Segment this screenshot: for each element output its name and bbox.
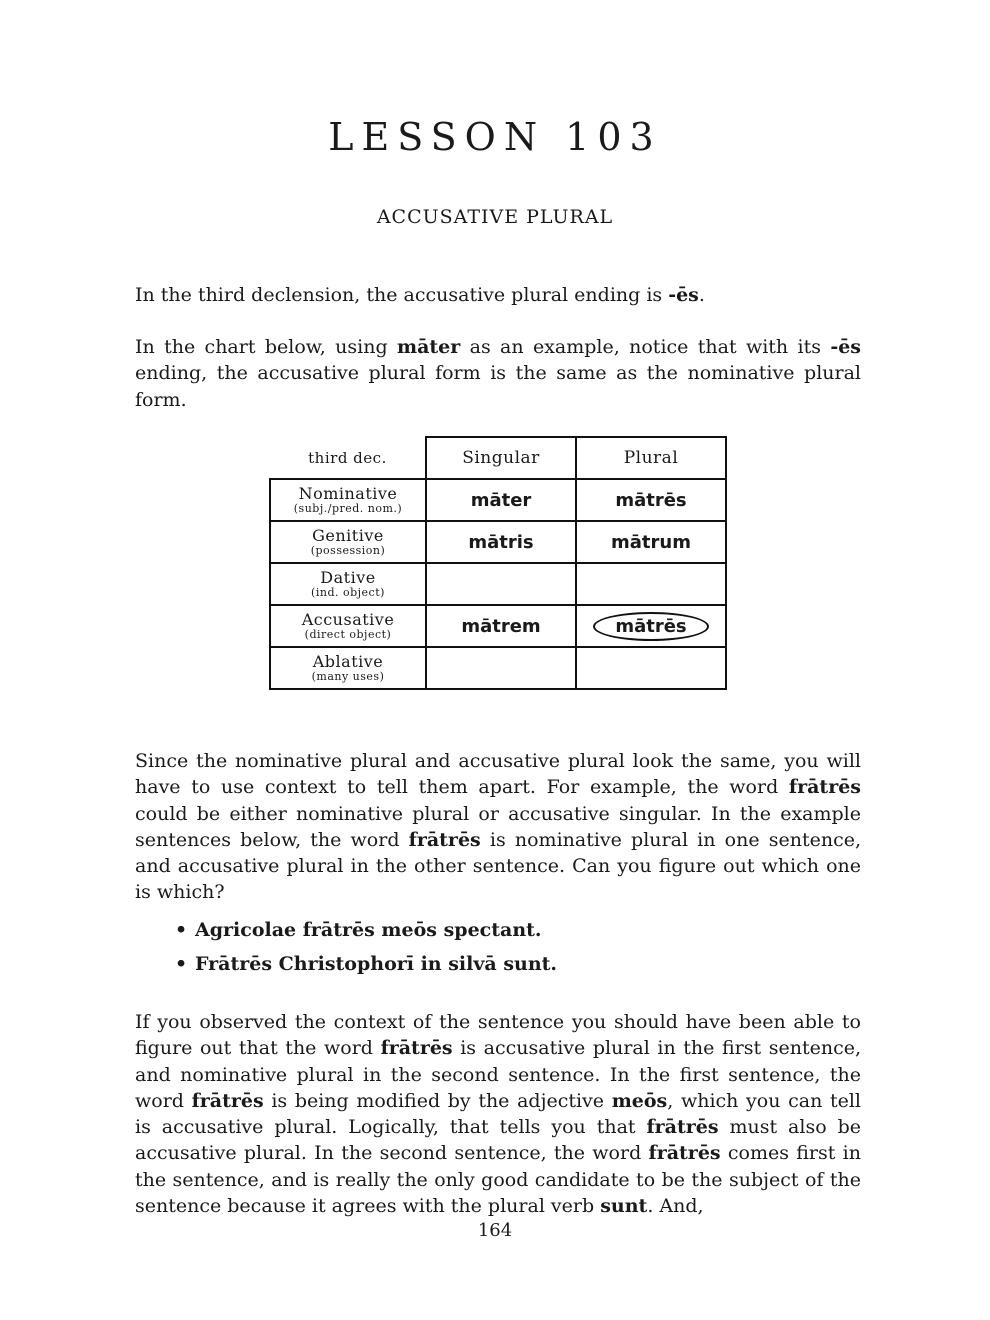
case-name: Ablative bbox=[312, 652, 384, 671]
text-run: , which you can tell is accusative plural. Logically, that tells you that bbox=[135, 1089, 861, 1139]
case-note: (ind. object) bbox=[311, 586, 385, 599]
case-name: Dative bbox=[320, 568, 376, 587]
singular-cell bbox=[426, 647, 576, 689]
text-run: If you observed the context of the sentence you should have been able to figure out that the word bbox=[135, 1011, 861, 1060]
text-run: . And, bbox=[647, 1195, 704, 1218]
table-row-dative bbox=[270, 563, 726, 605]
text-run: Since the nominative plural and accusative plural look the same, you will have to use context to tell them apart. For example, the word bbox=[135, 750, 861, 799]
plural-cell bbox=[576, 479, 726, 521]
page-number: 164 bbox=[477, 1220, 513, 1241]
bold-term: meōs bbox=[611, 1089, 668, 1112]
case-cell bbox=[270, 605, 426, 647]
bold-term: frātrēs bbox=[648, 1142, 721, 1165]
intro-paragraph-1 bbox=[135, 282, 861, 308]
text-run: is being modified by the adjective bbox=[263, 1089, 612, 1112]
bold-term: -ēs bbox=[668, 284, 699, 306]
plural-cell bbox=[576, 563, 726, 605]
bold-term: frātrēs bbox=[191, 1089, 264, 1112]
plural-cell bbox=[576, 647, 726, 689]
table-row-genitive bbox=[270, 521, 726, 563]
section-title: ACCUSATIVE PLURAL bbox=[376, 206, 614, 228]
bold-term: frātrēs bbox=[788, 776, 861, 799]
case-name: Nominative bbox=[298, 484, 398, 503]
case-name: Accusative bbox=[301, 610, 395, 629]
table-row-accusative bbox=[270, 605, 726, 647]
singular-cell bbox=[426, 563, 576, 605]
bold-term: frātrēs bbox=[646, 1116, 719, 1139]
text-run: comes first in the sentence, and is really the only good candidate to be the subject of the sentence because it agrees with the plural verb bbox=[135, 1142, 861, 1218]
declension-chart bbox=[269, 436, 727, 690]
case-name: Genitive bbox=[312, 526, 384, 545]
circled-form: mātrēs bbox=[593, 612, 708, 641]
text-run: must also be accusative plural. In the second sentence, the word bbox=[135, 1116, 861, 1165]
plural-cell bbox=[576, 605, 726, 647]
lesson-title: LESSON 103 bbox=[328, 115, 662, 160]
text-run: is nominative plural in one sentence, and accusative plural in the other sentence. Can you figure out which one is which? bbox=[135, 828, 861, 904]
case-note: (subj./pred. nom.) bbox=[293, 502, 403, 515]
header-plural bbox=[576, 437, 726, 479]
bold-term: frātrēs bbox=[380, 1037, 453, 1060]
case-note: (many uses) bbox=[311, 670, 385, 683]
singular-cell bbox=[426, 479, 576, 521]
bullet-icon: • bbox=[175, 953, 188, 975]
plural-label: Plural bbox=[623, 448, 679, 468]
table-row-ablative bbox=[270, 647, 726, 689]
text-run: as an example, notice that with its bbox=[460, 336, 831, 358]
bullet-icon: • bbox=[175, 919, 188, 941]
singular-cell bbox=[426, 521, 576, 563]
text-run: In the chart below, using bbox=[135, 336, 397, 358]
header-singular bbox=[426, 437, 576, 479]
case-note: (direct object) bbox=[304, 628, 392, 641]
corner-label: third dec. bbox=[308, 449, 387, 467]
bold-term: māter bbox=[396, 336, 461, 358]
text-run: . bbox=[698, 284, 705, 306]
form-text: mātrēs bbox=[615, 489, 687, 511]
body-paragraph-1 bbox=[135, 748, 861, 906]
form-text: mātrem bbox=[461, 615, 541, 637]
bold-term: sunt bbox=[600, 1195, 648, 1218]
corner-cell bbox=[270, 437, 426, 479]
case-note: (possession) bbox=[310, 544, 386, 557]
case-cell bbox=[270, 563, 426, 605]
text-run: In the third declension, the accusative plural ending is bbox=[135, 284, 669, 306]
text-run: could be either nominative plural or accusative singular. In the example sentences below, the word bbox=[135, 802, 861, 851]
form-text: mātrum bbox=[611, 531, 691, 553]
singular-cell bbox=[426, 605, 576, 647]
bold-term: frātrēs bbox=[408, 828, 481, 851]
text-run: is accusative plural in the first sentence, and nominative plural in the second sentence. In the first sentence, the word bbox=[135, 1037, 862, 1112]
list-item bbox=[175, 916, 557, 950]
singular-label: Singular bbox=[462, 448, 540, 468]
intro-paragraph-2 bbox=[135, 334, 861, 413]
text-run: ending, the accusative plural form is the same as the nominative plural form. bbox=[135, 362, 861, 411]
list-item bbox=[175, 950, 557, 984]
example-sentence: Agricolae frātrēs meōs spectant. bbox=[195, 919, 542, 941]
table-header-row bbox=[270, 437, 726, 479]
case-cell bbox=[270, 479, 426, 521]
case-cell bbox=[270, 647, 426, 689]
example-sentence: Frātrēs Christophorī in silvā sunt. bbox=[195, 953, 558, 975]
table-row-nominative bbox=[270, 479, 726, 521]
form-text: mātris bbox=[468, 531, 534, 553]
form-text: māter bbox=[470, 489, 532, 511]
bold-term: -ēs bbox=[830, 336, 861, 358]
body-paragraph-2 bbox=[135, 1009, 861, 1219]
example-sentences bbox=[175, 916, 557, 984]
plural-cell bbox=[576, 521, 726, 563]
case-cell bbox=[270, 521, 426, 563]
